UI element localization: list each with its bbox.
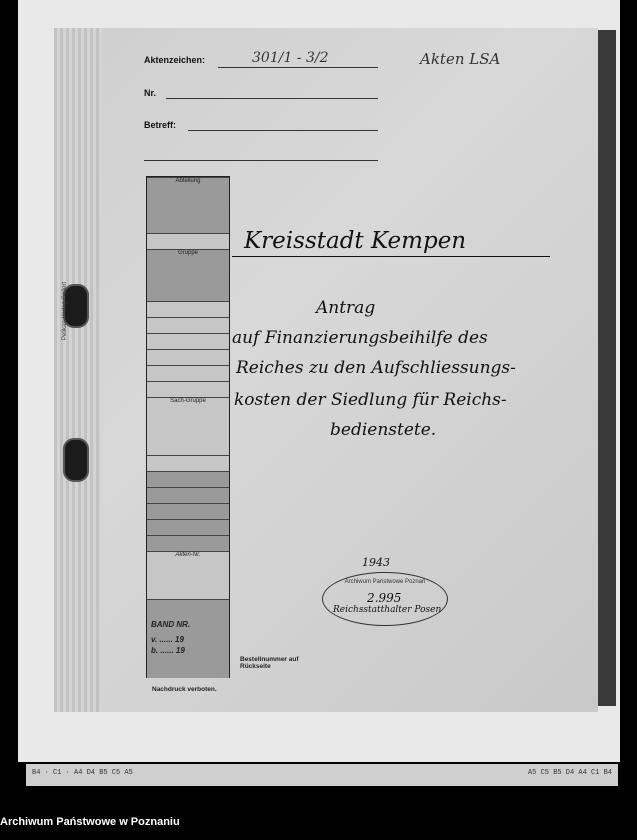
ruler-codes-right: A5 C5 B5 D4 A4 C1 B4 xyxy=(527,769,612,777)
registry-column xyxy=(146,176,230,678)
stamp-fond: Reichsstatthalter Posen xyxy=(333,605,442,615)
column-row xyxy=(147,301,229,318)
scan-ruler-strip xyxy=(26,764,618,786)
column-row xyxy=(147,503,229,520)
column-row xyxy=(147,349,229,366)
akten-nr-label: Akten-Nr. xyxy=(175,552,201,558)
column-row xyxy=(147,317,229,334)
title-line-3: auf Finanzierungsbeihilfe des xyxy=(232,328,488,348)
nr-label: Nr. xyxy=(144,88,157,98)
column-row xyxy=(147,535,229,552)
band-cell xyxy=(147,599,229,678)
bestellnummer-note: Bestellnummer auf Rückseite xyxy=(240,656,299,670)
title-underline xyxy=(232,256,550,257)
punch-hole-bottom xyxy=(63,438,89,482)
aktenzeichen-label: Aktenzeichen: xyxy=(144,55,206,65)
printer-mark: Pelikan-Verlag Gellert xyxy=(62,281,68,340)
column-row xyxy=(147,233,229,250)
nachdruck-note: Nachdruck verboten. xyxy=(152,686,217,693)
column-row xyxy=(147,455,229,472)
title-line-6: bedienstete. xyxy=(330,420,437,440)
column-row xyxy=(147,381,229,398)
ruler-codes-left: B4 · C1 · A4 D4 B5 C5 A5 xyxy=(32,769,133,777)
band-von: v. ...... 19 xyxy=(151,635,184,644)
aktenzeichen-line xyxy=(218,67,378,68)
akten-nr-cell xyxy=(147,551,229,600)
betreff-line-1 xyxy=(188,130,378,131)
betreff-label: Betreff: xyxy=(144,120,177,130)
document-title: Kreisstadt Kempen xyxy=(244,228,467,254)
column-row xyxy=(147,487,229,504)
gruppe-label: Gruppe xyxy=(177,250,198,256)
column-row xyxy=(147,365,229,382)
column-row xyxy=(147,333,229,350)
sach-gruppe-cell xyxy=(147,397,229,456)
title-line-2: Antrag xyxy=(316,298,376,318)
aktenzeichen-value: 301/1 - 3/2 xyxy=(252,50,329,66)
nr-line xyxy=(166,98,378,99)
column-row xyxy=(147,519,229,536)
archive-name: Archiwum Państwowe w Poznaniu xyxy=(0,816,180,828)
abteilung-label: Abteilung xyxy=(175,178,201,184)
title-line-5: kosten der Siedlung für Reichs- xyxy=(234,390,507,410)
band-bis: b. ...... 19 xyxy=(151,646,185,655)
stamp-archive-line: Archiwum Państwowe Poznań xyxy=(344,579,426,585)
scan-shadow xyxy=(596,30,616,706)
corner-note: Akten LSA xyxy=(420,50,501,68)
title-line-4: Reiches zu den Aufschliessungs- xyxy=(236,358,516,378)
band-nr-label: BAND NR. xyxy=(151,620,191,629)
column-row xyxy=(147,471,229,488)
stamp-number: 2.995 xyxy=(367,591,402,605)
betreff-line-2 xyxy=(144,160,378,161)
gruppe-cell xyxy=(147,249,229,302)
folder-fold-strip xyxy=(54,28,102,712)
abteilung-cell xyxy=(147,177,229,234)
sach-gruppe-label: Sach-Gruppe xyxy=(170,398,206,404)
archive-stamp xyxy=(322,572,448,626)
stamp-year: 1943 xyxy=(362,556,390,569)
